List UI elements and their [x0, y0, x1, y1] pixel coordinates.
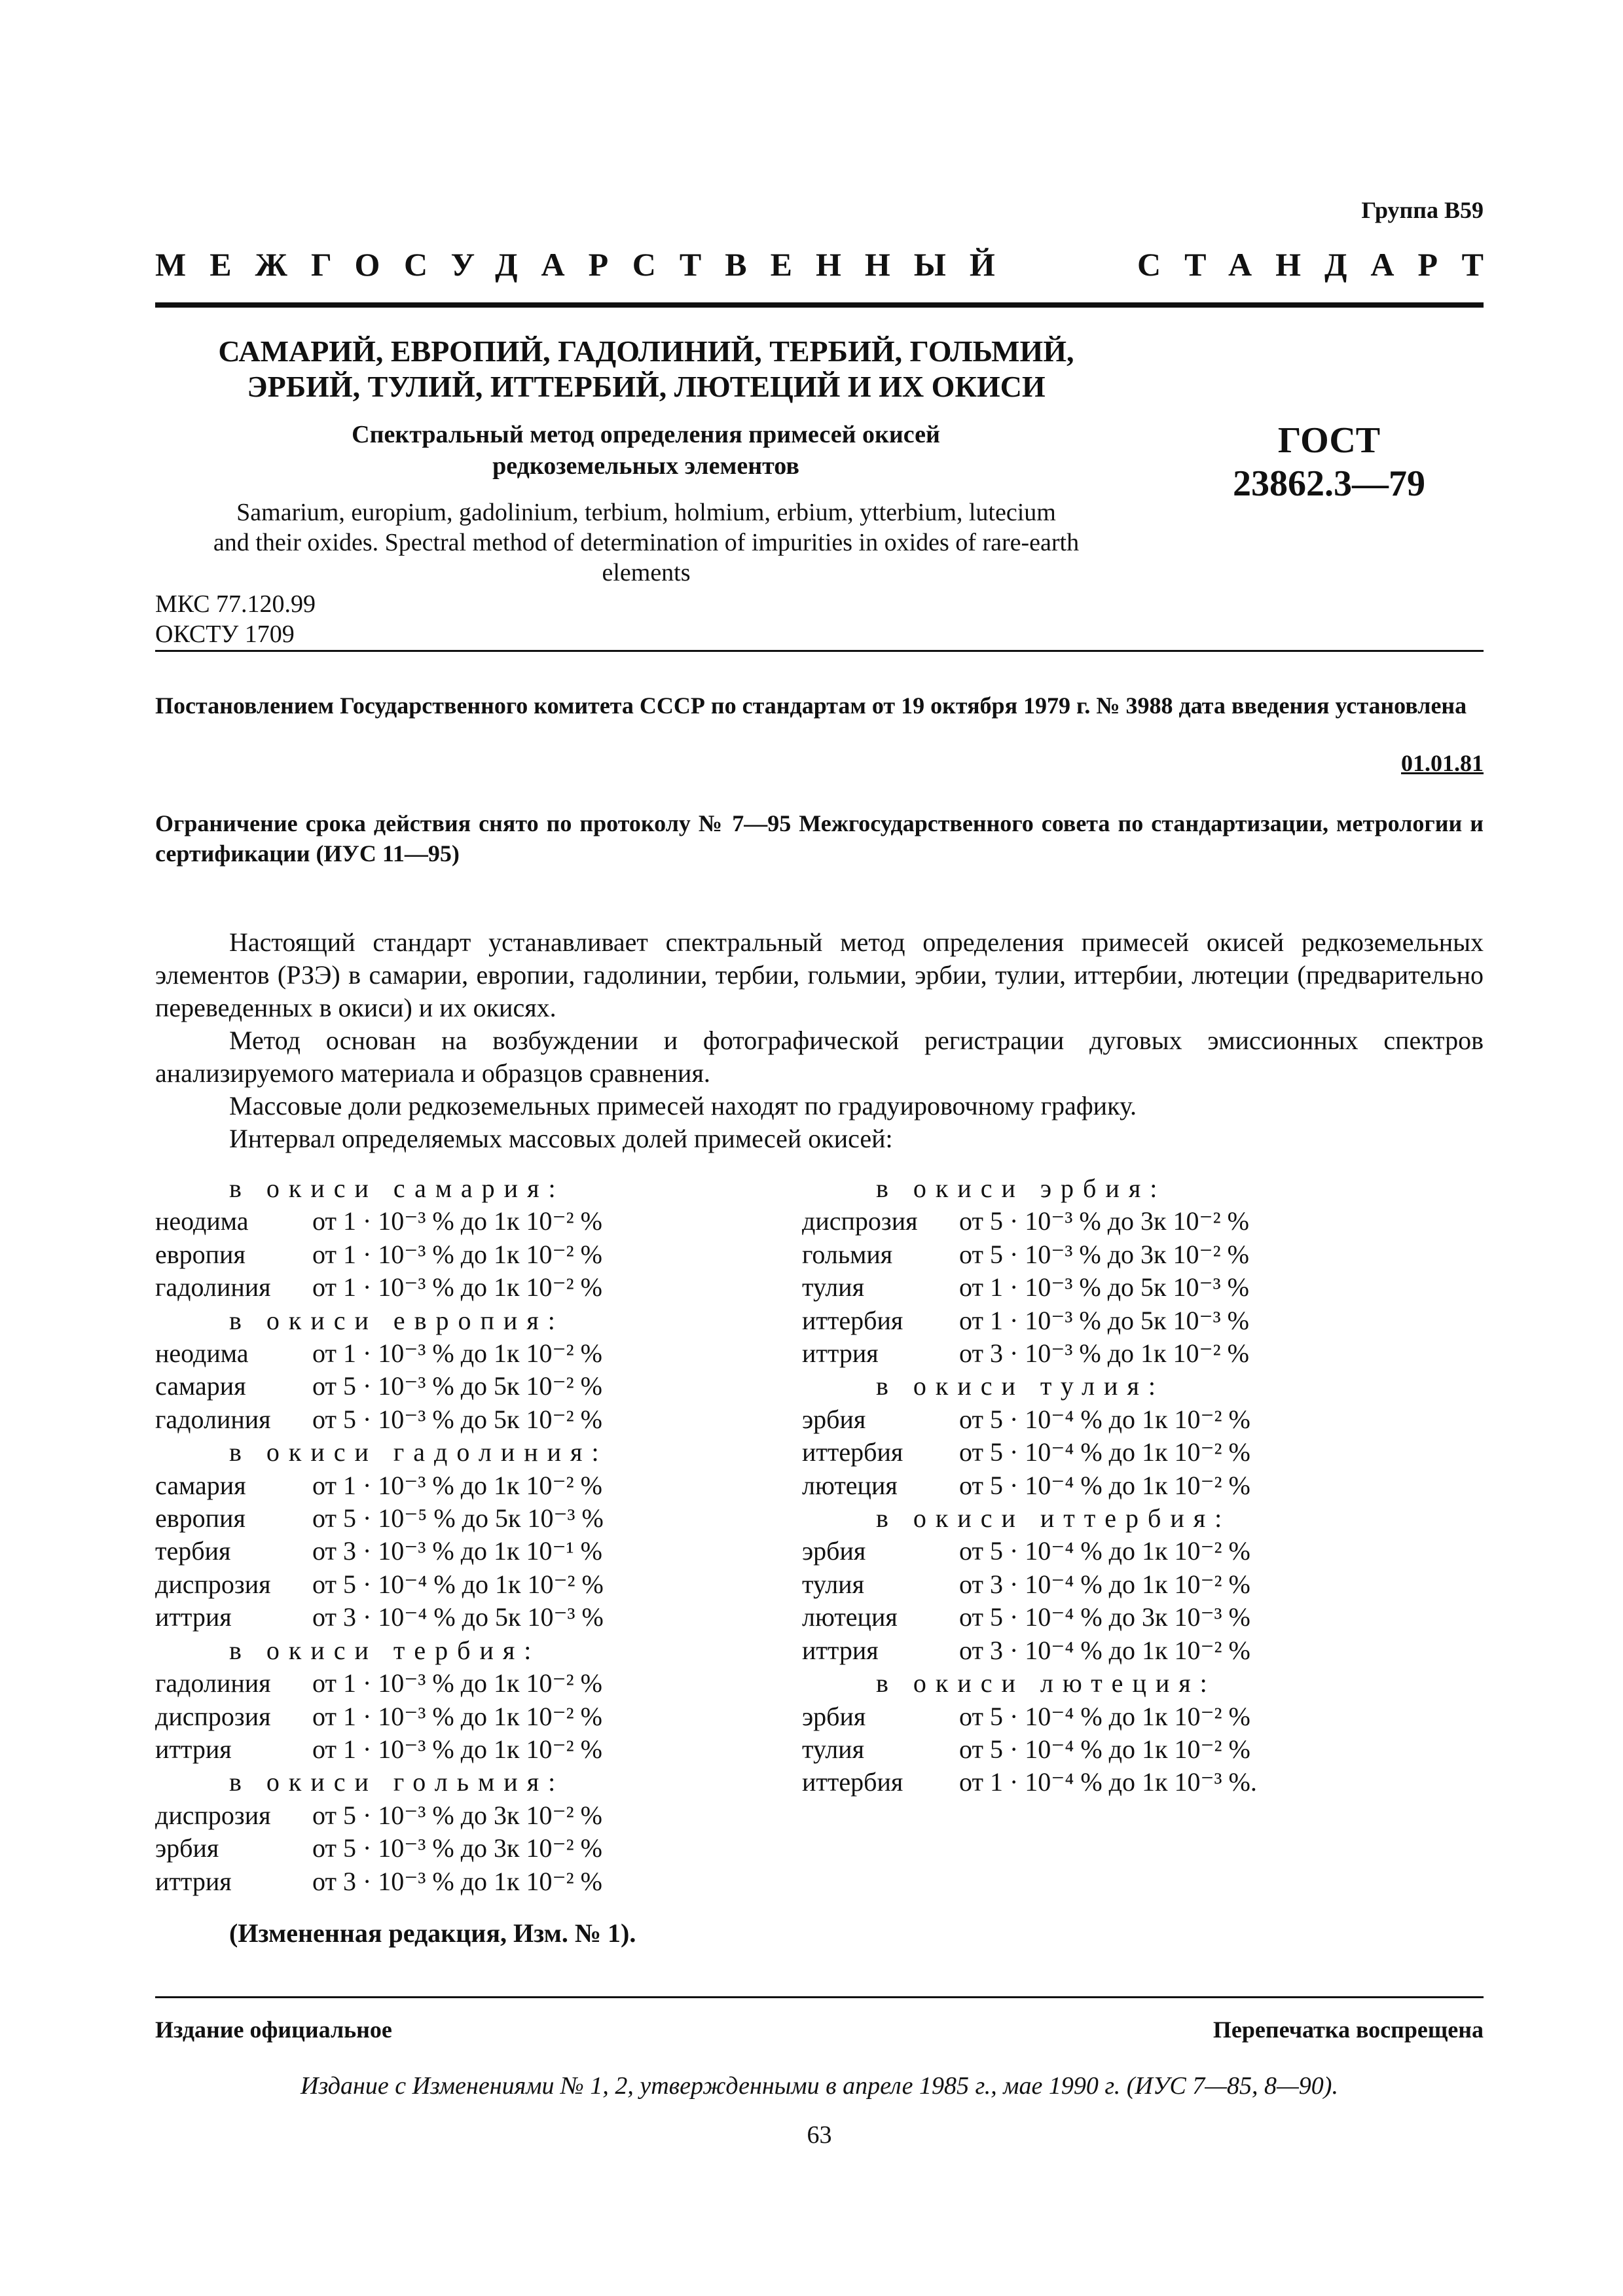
element-name: самария [155, 1371, 246, 1401]
standard-header [155, 245, 1507, 283]
impurity-row [155, 1469, 608, 1502]
element-name: европия [155, 1503, 246, 1534]
range-value: от 1 · 10⁻³ % до 1к 10⁻² % [312, 1734, 602, 1764]
range-value: от 1 · 10⁻³ % до 1к 10⁻² % [312, 1338, 602, 1369]
impurity-row [802, 1634, 1257, 1667]
element-name: лютеция [802, 1470, 898, 1500]
gost-label: ГОСТ [1277, 420, 1381, 461]
english-title [155, 497, 1137, 588]
element-name: неодима [155, 1206, 249, 1236]
impurity-row [802, 1568, 1257, 1601]
element-name: эрбия [155, 1833, 219, 1863]
paragraph: Интервал определяемых массовых долей примесей окисей: [229, 1124, 893, 1153]
impurity-row [802, 1436, 1257, 1469]
range-value: от 5 · 10⁻³ % до 3к 10⁻² % [312, 1800, 602, 1830]
classification-codes [155, 589, 316, 649]
official-edition-label: Издание официальное [155, 2017, 392, 2043]
right-impurity-column [802, 1172, 1257, 1799]
range-value: от 3 · 10⁻⁴ % до 1к 10⁻² % [959, 1635, 1250, 1665]
section-title: в окиси лютеция: [876, 1668, 1216, 1698]
range-value: от 5 · 10⁻⁴ % до 1к 10⁻² % [312, 1569, 604, 1599]
element-name: эрбия [802, 1536, 866, 1566]
range-value: от 1 · 10⁻³ % до 1к 10⁻² % [312, 1701, 602, 1731]
impurity-row [155, 1832, 608, 1865]
section-title: в окиси иттербия: [876, 1503, 1231, 1534]
element-name: иттербия [802, 1767, 903, 1797]
element-name: гадолиния [155, 1668, 271, 1698]
range-value: от 5 · 10⁻³ % до 3к 10⁻² % [959, 1239, 1249, 1269]
range-value: от 5 · 10⁻⁴ % до 1к 10⁻² % [959, 1404, 1250, 1434]
element-name: диспрозия [155, 1701, 271, 1731]
range-value: от 3 · 10⁻⁴ % до 1к 10⁻² % [959, 1569, 1250, 1599]
section-title: в окиси тербия: [229, 1635, 541, 1665]
group-code: Группа В59 [1361, 197, 1484, 223]
impurity-row [155, 1205, 608, 1238]
impurity-row [802, 1535, 1257, 1568]
section-title: в окиси гадолиния: [229, 1437, 608, 1467]
element-name: иттрия [155, 1866, 232, 1896]
impurity-row [155, 1799, 608, 1832]
impurity-row [155, 1502, 608, 1535]
gost-code: 23862.3—79 [1233, 463, 1425, 504]
impurity-row [802, 1469, 1257, 1502]
element-name: тулия [802, 1734, 864, 1764]
impurity-row [155, 1238, 608, 1271]
range-value: от 3 · 10⁻³ % до 1к 10⁻² % [312, 1866, 602, 1896]
english-line-1: Samarium, europium, gadolinium, terbium, holmium, erbium, ytterbium, lutecium [236, 499, 1056, 526]
section-title: в окиси европия: [229, 1305, 564, 1335]
impurity-row [802, 1733, 1257, 1766]
impurity-row [155, 1337, 608, 1370]
title-line-2: ЭРБИЙ, ТУЛИЙ, ИТТЕРБИЙ, ЛЮТЕЦИЙ И ИХ ОКИСИ [247, 370, 1046, 403]
range-value: от 5 · 10⁻⁴ % до 1к 10⁻² % [959, 1734, 1250, 1764]
paragraph: Массовые доли редкоземельных примесей находят по градуировочному графику. [229, 1091, 1137, 1121]
reprint-prohibited-label: Перепечатка воспрещена [1213, 2017, 1484, 2043]
range-value: от 5 · 10⁻⁴ % до 1к 10⁻² % [959, 1437, 1250, 1467]
amendment-note: (Измененная редакция, Изм. № 1). [229, 1918, 636, 1948]
element-name: лютеция [802, 1602, 898, 1632]
range-value: от 1 · 10⁻³ % до 1к 10⁻² % [312, 1272, 602, 1302]
element-name: диспрозия [155, 1569, 271, 1599]
impurity-row [802, 1271, 1257, 1304]
element-name: неодима [155, 1338, 249, 1369]
english-line-3: elements [602, 559, 691, 586]
subtitle-line-1: Спектральный метод определения примесей окисей [352, 421, 940, 448]
range-value: от 5 · 10⁻³ % до 3к 10⁻² % [312, 1833, 602, 1863]
element-name: иттрия [155, 1734, 232, 1764]
range-value: от 5 · 10⁻³ % до 5к 10⁻² % [312, 1404, 602, 1434]
element-name: гадолиния [155, 1272, 271, 1302]
range-value: от 1 · 10⁻³ % до 1к 10⁻² % [312, 1668, 602, 1698]
section-title: в окиси самария: [229, 1174, 565, 1203]
body-text [155, 926, 1484, 1155]
range-value: от 5 · 10⁻³ % до 5к 10⁻² % [312, 1371, 602, 1401]
element-name: самария [155, 1470, 246, 1500]
limit-removal-text: Ограничение срока действия снято по протоколу № 7—95 Межгосударственного совета по стандартизации, метрологии и сертификации (ИУС 11—95) [155, 810, 1484, 867]
impurity-row [155, 1700, 608, 1733]
section-title: в окиси эрбия: [876, 1174, 1167, 1203]
impurity-row [155, 1535, 608, 1568]
title-line-1: САМАРИЙ, ЕВРОПИЙ, ГАДОЛИНИЙ, ТЕРБИЙ, ГОЛЬМИЙ, [218, 334, 1074, 368]
footer-rule [155, 1996, 1484, 1998]
impurity-row [155, 1568, 608, 1601]
impurity-row [802, 1403, 1257, 1436]
element-name: иттербия [802, 1437, 903, 1467]
range-value: от 5 · 10⁻³ % до 3к 10⁻² % [959, 1206, 1249, 1236]
impurity-row [155, 1865, 608, 1898]
impurity-row [802, 1205, 1257, 1238]
impurity-row [802, 1700, 1257, 1733]
element-name: эрбия [802, 1404, 866, 1434]
range-value: от 1 · 10⁻⁴ % до 1к 10⁻³ %. [959, 1767, 1257, 1797]
element-name: иттрия [802, 1338, 879, 1369]
range-value: от 1 · 10⁻³ % до 1к 10⁻² % [312, 1206, 602, 1236]
header-word-standard: СТАНДАРТ [1137, 246, 1507, 283]
impurity-row [802, 1601, 1257, 1634]
gost-number [1205, 419, 1453, 505]
element-name: диспрозия [802, 1206, 918, 1236]
okstu-code: ОКСТУ 1709 [155, 620, 295, 648]
element-name: эрбия [802, 1701, 866, 1731]
paragraph: Настоящий стандарт устанавливает спектральный метод определения примесей окисей редкоземельных элементов (РЗЭ) в самарии, европии, гадолинии, тербии, гольмии, эрбии, тулии, иттербии, лютеции (предварительно переведенных в окиси) и их окисях. [155, 927, 1484, 1022]
paragraph: Метод основан на возбуждении и фотографической регистрации дуговых эмиссионных спектров анализируемого материала и образцов сравнения. [155, 1026, 1484, 1088]
introduction-date: 01.01.81 [1401, 750, 1484, 776]
range-value: от 5 · 10⁻⁴ % до 3к 10⁻³ % [959, 1602, 1250, 1632]
impurity-row [155, 1601, 608, 1634]
element-name: диспрозия [155, 1800, 271, 1830]
element-name: тулия [802, 1569, 864, 1599]
element-name: тербия [155, 1536, 231, 1566]
subtitle-line-2: редкоземельных элементов [492, 452, 799, 480]
range-value: от 5 · 10⁻⁵ % до 5к 10⁻³ % [312, 1503, 604, 1534]
range-value: от 1 · 10⁻³ % до 5к 10⁻³ % [959, 1305, 1249, 1335]
range-value: от 3 · 10⁻⁴ % до 5к 10⁻³ % [312, 1602, 604, 1632]
document-title [155, 334, 1137, 404]
left-impurity-column [155, 1172, 608, 1898]
impurity-row [155, 1667, 608, 1700]
range-value: от 1 · 10⁻³ % до 1к 10⁻² % [312, 1470, 602, 1500]
impurity-row [802, 1766, 1257, 1799]
header-word-interstate: МЕЖГОСУДАРСТВЕННЫЙ [155, 246, 1019, 283]
range-value: от 5 · 10⁻⁴ % до 1к 10⁻² % [959, 1470, 1250, 1500]
element-name: иттрия [155, 1602, 232, 1632]
element-name: гольмия [802, 1239, 893, 1269]
range-value: от 5 · 10⁻⁴ % до 1к 10⁻² % [959, 1701, 1250, 1731]
section-title: в окиси гольмия: [229, 1767, 565, 1797]
range-value: от 5 · 10⁻⁴ % до 1к 10⁻² % [959, 1536, 1250, 1566]
editions-note: Издание с Изменениями № 1, 2, утвержденными в апреле 1985 г., мае 1990 г. (ИУС 7—85, 8—90). [301, 2072, 1338, 2100]
range-value: от 3 · 10⁻³ % до 1к 10⁻² % [959, 1338, 1249, 1369]
element-name: европия [155, 1239, 246, 1269]
impurity-row [155, 1403, 608, 1436]
section-title: в окиси тулия: [876, 1371, 1165, 1401]
decree-text: Постановлением Государственного комитета СССР по стандартам от 19 октября 1979 г. № 3988 дата введения установлена [155, 692, 1467, 719]
element-name: иттрия [802, 1635, 879, 1665]
page-number: 63 [807, 2121, 832, 2149]
document-subtitle [275, 419, 1017, 482]
mks-code: МКС 77.120.99 [155, 590, 316, 618]
range-value: от 1 · 10⁻³ % до 1к 10⁻² % [312, 1239, 602, 1269]
impurity-row [802, 1238, 1257, 1271]
element-name: тулия [802, 1272, 864, 1302]
element-name: иттербия [802, 1305, 903, 1335]
title-block-rule [155, 650, 1484, 652]
header-rule [155, 302, 1484, 308]
range-value: от 1 · 10⁻³ % до 5к 10⁻³ % [959, 1272, 1249, 1302]
impurity-row [155, 1271, 608, 1304]
english-line-2: and their oxides. Spectral method of determination of impurities in oxides of rare-earth [213, 529, 1080, 556]
impurity-row [802, 1304, 1257, 1337]
impurity-row [155, 1370, 608, 1403]
element-name: гадолиния [155, 1404, 271, 1434]
range-value: от 3 · 10⁻³ % до 1к 10⁻¹ % [312, 1536, 602, 1566]
impurity-row [802, 1337, 1257, 1370]
impurity-row [155, 1733, 608, 1766]
